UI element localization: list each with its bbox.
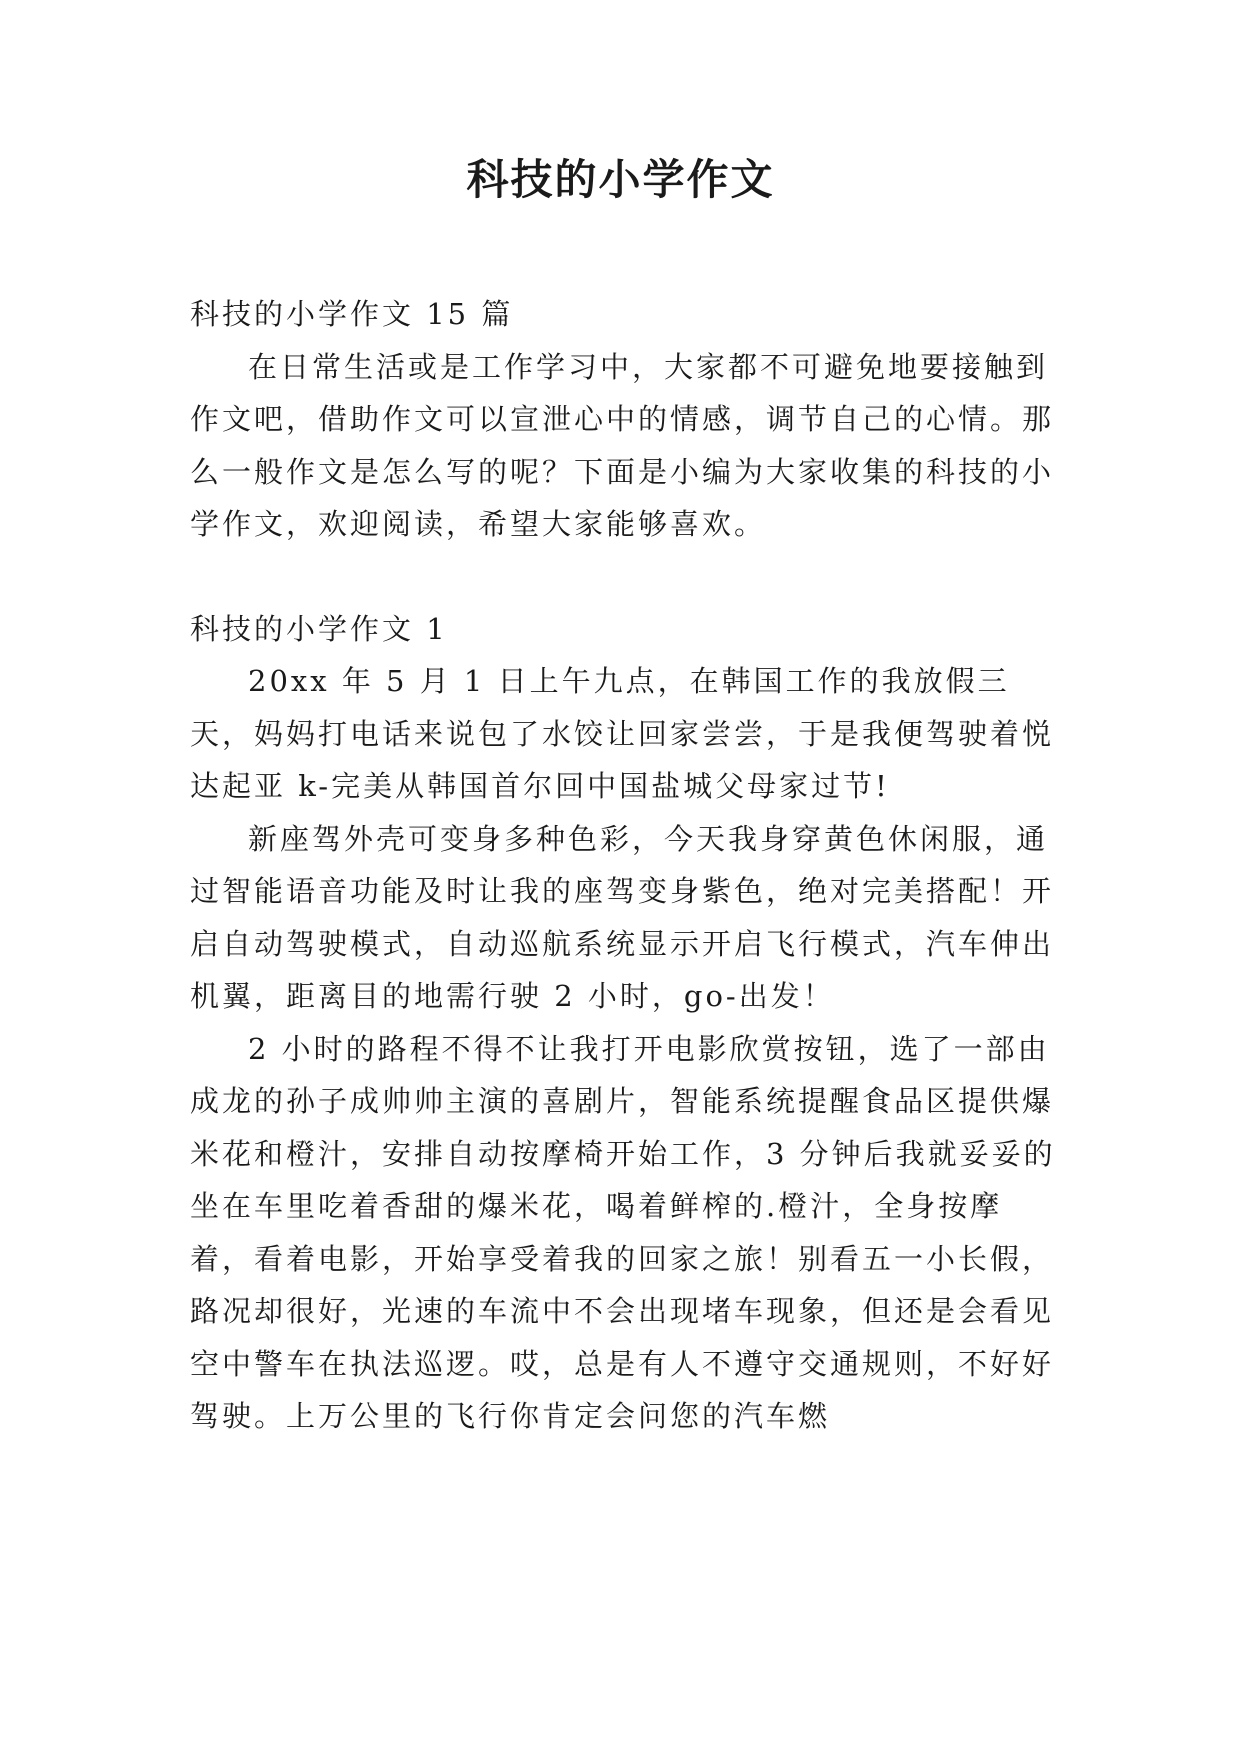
intro-paragraph: 在日常生活或是工作学习中，大家都不可避免地要接触到作文吧，借助作文可以宣泄心中的情感，调节自己的心情。那么一般作文是怎么写的呢？下面是小编为大家收集的科技的小学作文，欢迎阅读，希望大家能够喜欢。 — [190, 349, 1055, 541]
section-spacer — [190, 551, 1060, 603]
section-paragraph: 20xx 年 5 月 1 日上午九点，在韩国工作的我放假三天，妈妈打电话来说包了水饺让回家尝尝，于是我便驾驶着悦达起亚 k-完美从韩国首尔回中国盐城父母家过节! — [190, 664, 1055, 803]
document-title: 科技的小学作文 — [466, 155, 775, 204]
section-heading: 科技的小学作文 1 — [190, 611, 448, 646]
section-paragraph: 新座驾外壳可变身多种色彩，今天我身穿黄色休闲服，通过智能语音功能及时让我的座驾变身紫色，绝对完美搭配！开启自动驾驶模式，自动巡航系统显示开启飞行模式，汽车伸出机翼，距离目的地需行驶 2 小时，go-出发！ — [190, 821, 1055, 1013]
document-body — [190, 288, 1060, 1443]
section-paragraph: 2 小时的路程不得不让我打开电影欣赏按钮，选了一部由成龙的孙子成帅帅主演的喜剧片，智能系统提醒食品区提供爆米花和橙汁，安排自动按摩椅开始工作，3 分钟后我就妥妥的坐在车里吃着香甜的爆米花，喝着鲜榨的.橙汁，全身按摩着，看着电影，开始享受着我的回家之旅！别看五一小长假，路况却很好，光速的车流中不会出现堵车现象，但还是会看见空中警车在执法巡逻。哎，总是有人不遵守交通规则，不好好驾驶。上万公里的飞行你肯定会问您的汽车燃 — [190, 1031, 1056, 1433]
collection-heading: 科技的小学作文 15 篇 — [190, 297, 514, 331]
